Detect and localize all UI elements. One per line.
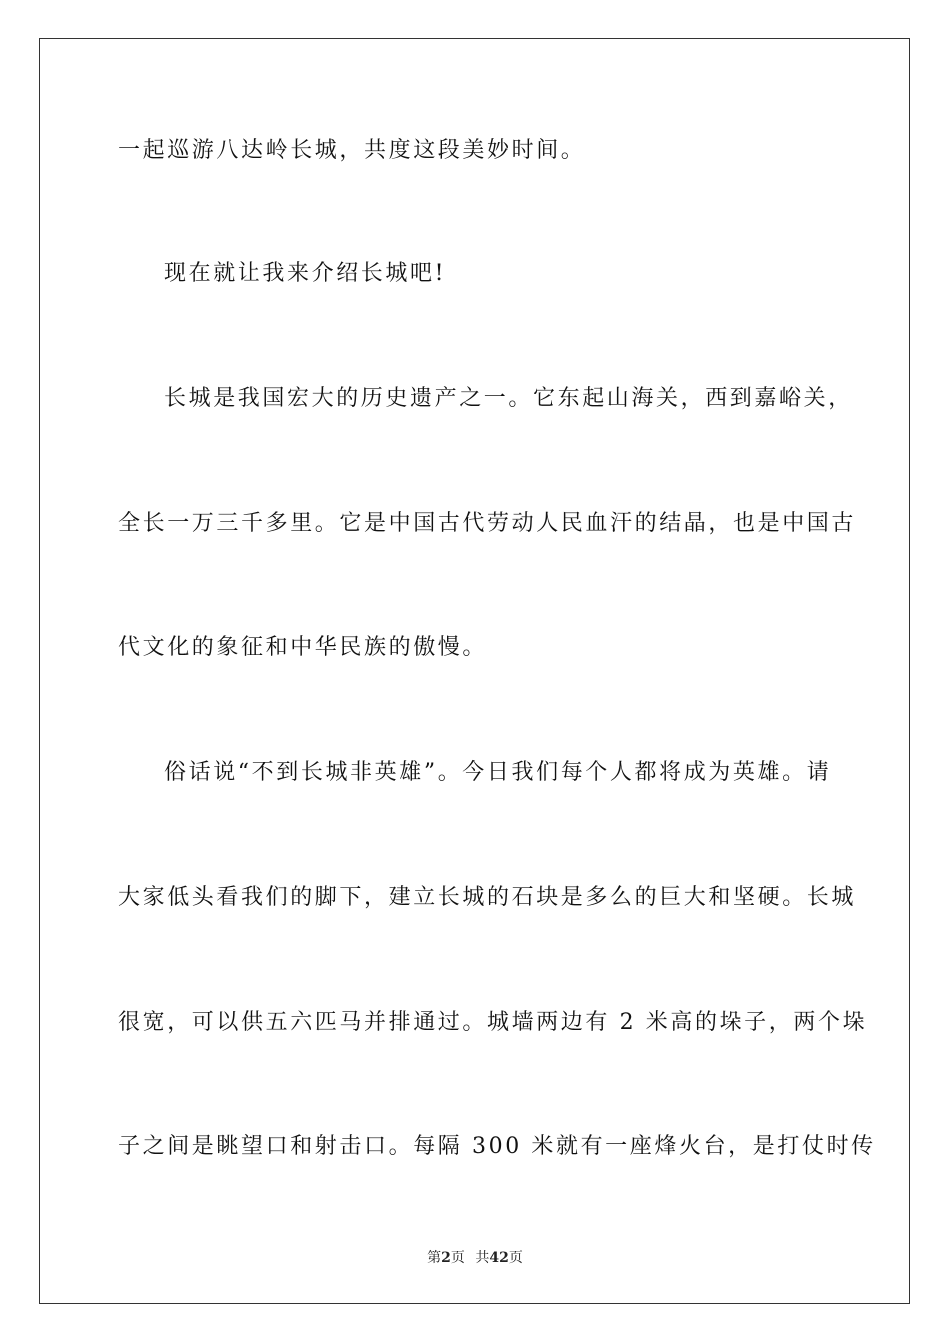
- text-line-7: 大家低头看我们的脚下，建立长城的石块是多么的巨大和坚硬。长城: [118, 885, 857, 910]
- text-line-8: 很宽，可以供五六匹马并排通过。城墙两边有 2 米高的垛子，两个垛: [118, 1010, 868, 1035]
- text-line-1: 一起巡游八达岭长城，共度这段美妙时间。: [118, 138, 586, 163]
- text-line-3: 长城是我国宏大的历史遗产之一。它东起山海关，西到嘉峪关，: [164, 386, 853, 411]
- page-total: 共42页: [475, 1250, 523, 1266]
- text-line-9: 子之间是眺望口和射击口。每隔 300 米就有一座烽火台，是打仗时传: [118, 1134, 876, 1159]
- text-line-5: 代文化的象征和中华民族的傲慢。: [118, 635, 488, 660]
- text-line-2: 现在就让我来介绍长城吧!: [164, 261, 447, 286]
- page-footer: [0, 1247, 950, 1267]
- text-line-4: 全长一万三千多里。它是中国古代劳动人民血汗的结晶，也是中国古: [118, 511, 857, 536]
- text-line-6: 俗话说“不到长城非英雄”。今日我们每个人都将成为英雄。请: [164, 760, 832, 785]
- page-number: 第2页: [427, 1250, 465, 1266]
- page-border: [39, 38, 910, 1304]
